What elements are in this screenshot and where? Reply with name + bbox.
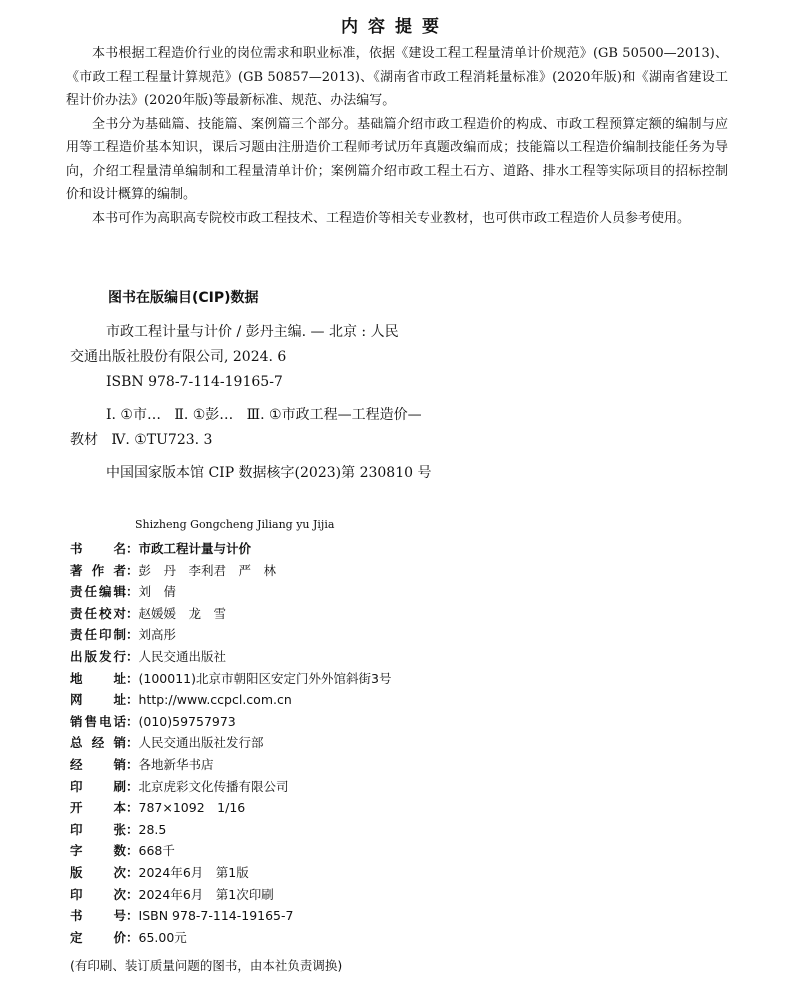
cip-title-line: 市政工程计量与计价 / 彭丹主编. — 北京 : 人民 [106,324,399,340]
imprint-colon: ： [126,864,139,880]
imprint-colon: ： [126,735,139,751]
imprint-row [70,711,730,733]
imprint-label: 印次 [70,886,126,902]
imprint-value: 各地新华书店 [138,756,214,772]
imprint-colon: ： [126,605,139,621]
imprint-colon: ： [126,541,139,556]
imprint-value: 刘高彤 [138,627,177,643]
imprint-label: 责任校对 [70,605,126,621]
imprint-row [70,797,730,819]
imprint-value: (100011)北京市朝阳区安定门外外馆斜街3号 [138,670,392,686]
imprint-label: 经销 [70,756,126,772]
imprint-label: 版次 [70,864,126,880]
imprint-row [70,840,730,862]
imprint-colon: ： [126,886,139,902]
imprint-colon: ： [126,929,139,945]
imprint-colon: ： [126,692,139,708]
quality-notice: (有印刷、装订质量问题的图书，由本社负责调换) [70,958,343,973]
imprint-value: 787×1092 1/16 [138,800,246,816]
imprint-row [70,560,730,582]
summary-title: 内容提要 [341,17,449,37]
imprint-value: 2024年6月 第1版 [138,864,249,880]
imprint-row [70,905,730,927]
imprint-value: 668千 [138,843,175,859]
imprint-colon: ： [126,843,139,859]
imprint-value: 28.5 [138,821,167,837]
summary-section [66,42,728,230]
imprint-value: 2024年6月 第1次印刷 [138,886,274,902]
imprint-colon: ： [126,778,139,794]
imprint-colon: ： [126,627,139,643]
imprint-label: 定价 [70,929,126,945]
imprint-row [70,776,730,798]
imprint-label: 总经销 [70,735,126,751]
imprint-label: 责任印制 [70,627,126,643]
imprint-label: 开本 [70,800,126,816]
imprint-value: 彭 丹 李利君 严 林 [138,562,277,578]
imprint-colon: ： [126,756,139,772]
imprint-list [70,538,730,948]
imprint-value: 刘 倩 [138,584,177,600]
imprint-row [70,862,730,884]
summary-paragraph: 本书根据工程造价行业的岗位需求和职业标准，依据《建设工程工程量清单计价规范》(GB 50500—2013)、《市政工程工程量计算规范》(GB 50857—2013)、《湖南省市政工程消耗量标准》(2020年版)和《湖南省建设工程计价办法》(2020年版)等最新标准、规范、办法编写。 [66,46,728,108]
imprint-label: 书号 [70,908,126,924]
imprint-row [70,668,730,690]
imprint-label: 地址 [70,670,126,686]
imprint-row [70,603,730,625]
imprint-value: 市政工程计量与计价 [138,541,252,556]
imprint-label: 销售电话 [70,713,126,729]
imprint-colon: ： [126,670,139,686]
cip-record-number: 中国国家版本馆 CIP 数据核字(2023)第 230810 号 [106,465,432,481]
summary-paragraph: 全书分为基础篇、技能篇、案例篇三个部分。基础篇介绍市政工程造价的构成、市政工程预算定额的编制与应用等工程造价基本知识，课后习题由注册造价工程师考试历年真题改编而成；技能篇以工程造价编制技能任务为导向，介绍工程量清单编制和工程量清单计价；案例篇介绍市政工程土石方、道路、排水工程等实际项目的招标控制价和设计概算的编制。 [66,116,728,202]
imprint-colon: ： [126,821,139,837]
cip-heading: 图书在版编目(CIP)数据 [108,290,259,306]
cip-classification-line: Ⅰ. ①市… Ⅱ. ①彭… Ⅲ. ①市政工程—工程造价— [106,407,422,423]
imprint-colon: ： [126,562,139,578]
cip-publisher-line: 交通出版社股份有限公司, 2024. 6 [70,349,287,365]
cip-isbn-line: ISBN 978-7-114-19165-7 [106,374,283,390]
imprint-row [70,819,730,841]
imprint-label: 印刷 [70,778,126,794]
imprint-row [70,646,730,668]
imprint-value: 人民交通出版社 [138,648,227,664]
imprint-row [70,624,730,646]
imprint-value: 北京虎彩文化传播有限公司 [138,778,289,794]
imprint-colon: ： [126,713,139,729]
imprint-row [70,689,730,711]
imprint-label: 网址 [70,692,126,708]
imprint-value: (010)59757973 [138,713,236,729]
imprint-colon: ： [126,800,139,816]
imprint-label: 字数 [70,843,126,859]
imprint-value: 65.00元 [138,929,187,945]
imprint-value: 人民交通出版社发行部 [138,735,264,751]
imprint-colon: ： [126,584,139,600]
imprint-label: 责任编辑 [70,584,126,600]
imprint-row [70,754,730,776]
imprint-label: 出版发行 [70,648,126,664]
summary-paragraph: 本书可作为高职高专院校市政工程技术、工程造价等相关专业教材，也可供市政工程造价人员参考使用。 [92,210,691,226]
imprint-row [70,581,730,603]
imprint-value: ISBN 978-7-114-19165-7 [138,908,294,924]
imprint-row [70,732,730,754]
pinyin-title: Shizheng Gongcheng Jiliang yu Jijia [135,518,335,531]
imprint-label: 书名 [70,541,126,556]
imprint-colon: ： [126,908,139,924]
cip-block [70,320,710,486]
imprint-label: 印张 [70,821,126,837]
imprint-label: 著作者 [70,562,126,578]
imprint-colon: ： [126,648,139,664]
cip-classification-line-2: 教材 Ⅳ. ①TU723. 3 [70,432,213,448]
imprint-row [70,884,730,906]
imprint-value: http://www.ccpcl.com.cn [138,692,292,708]
imprint-value: 赵媛媛 龙 雪 [138,605,227,621]
imprint-row [70,927,730,949]
imprint-row [70,538,730,560]
